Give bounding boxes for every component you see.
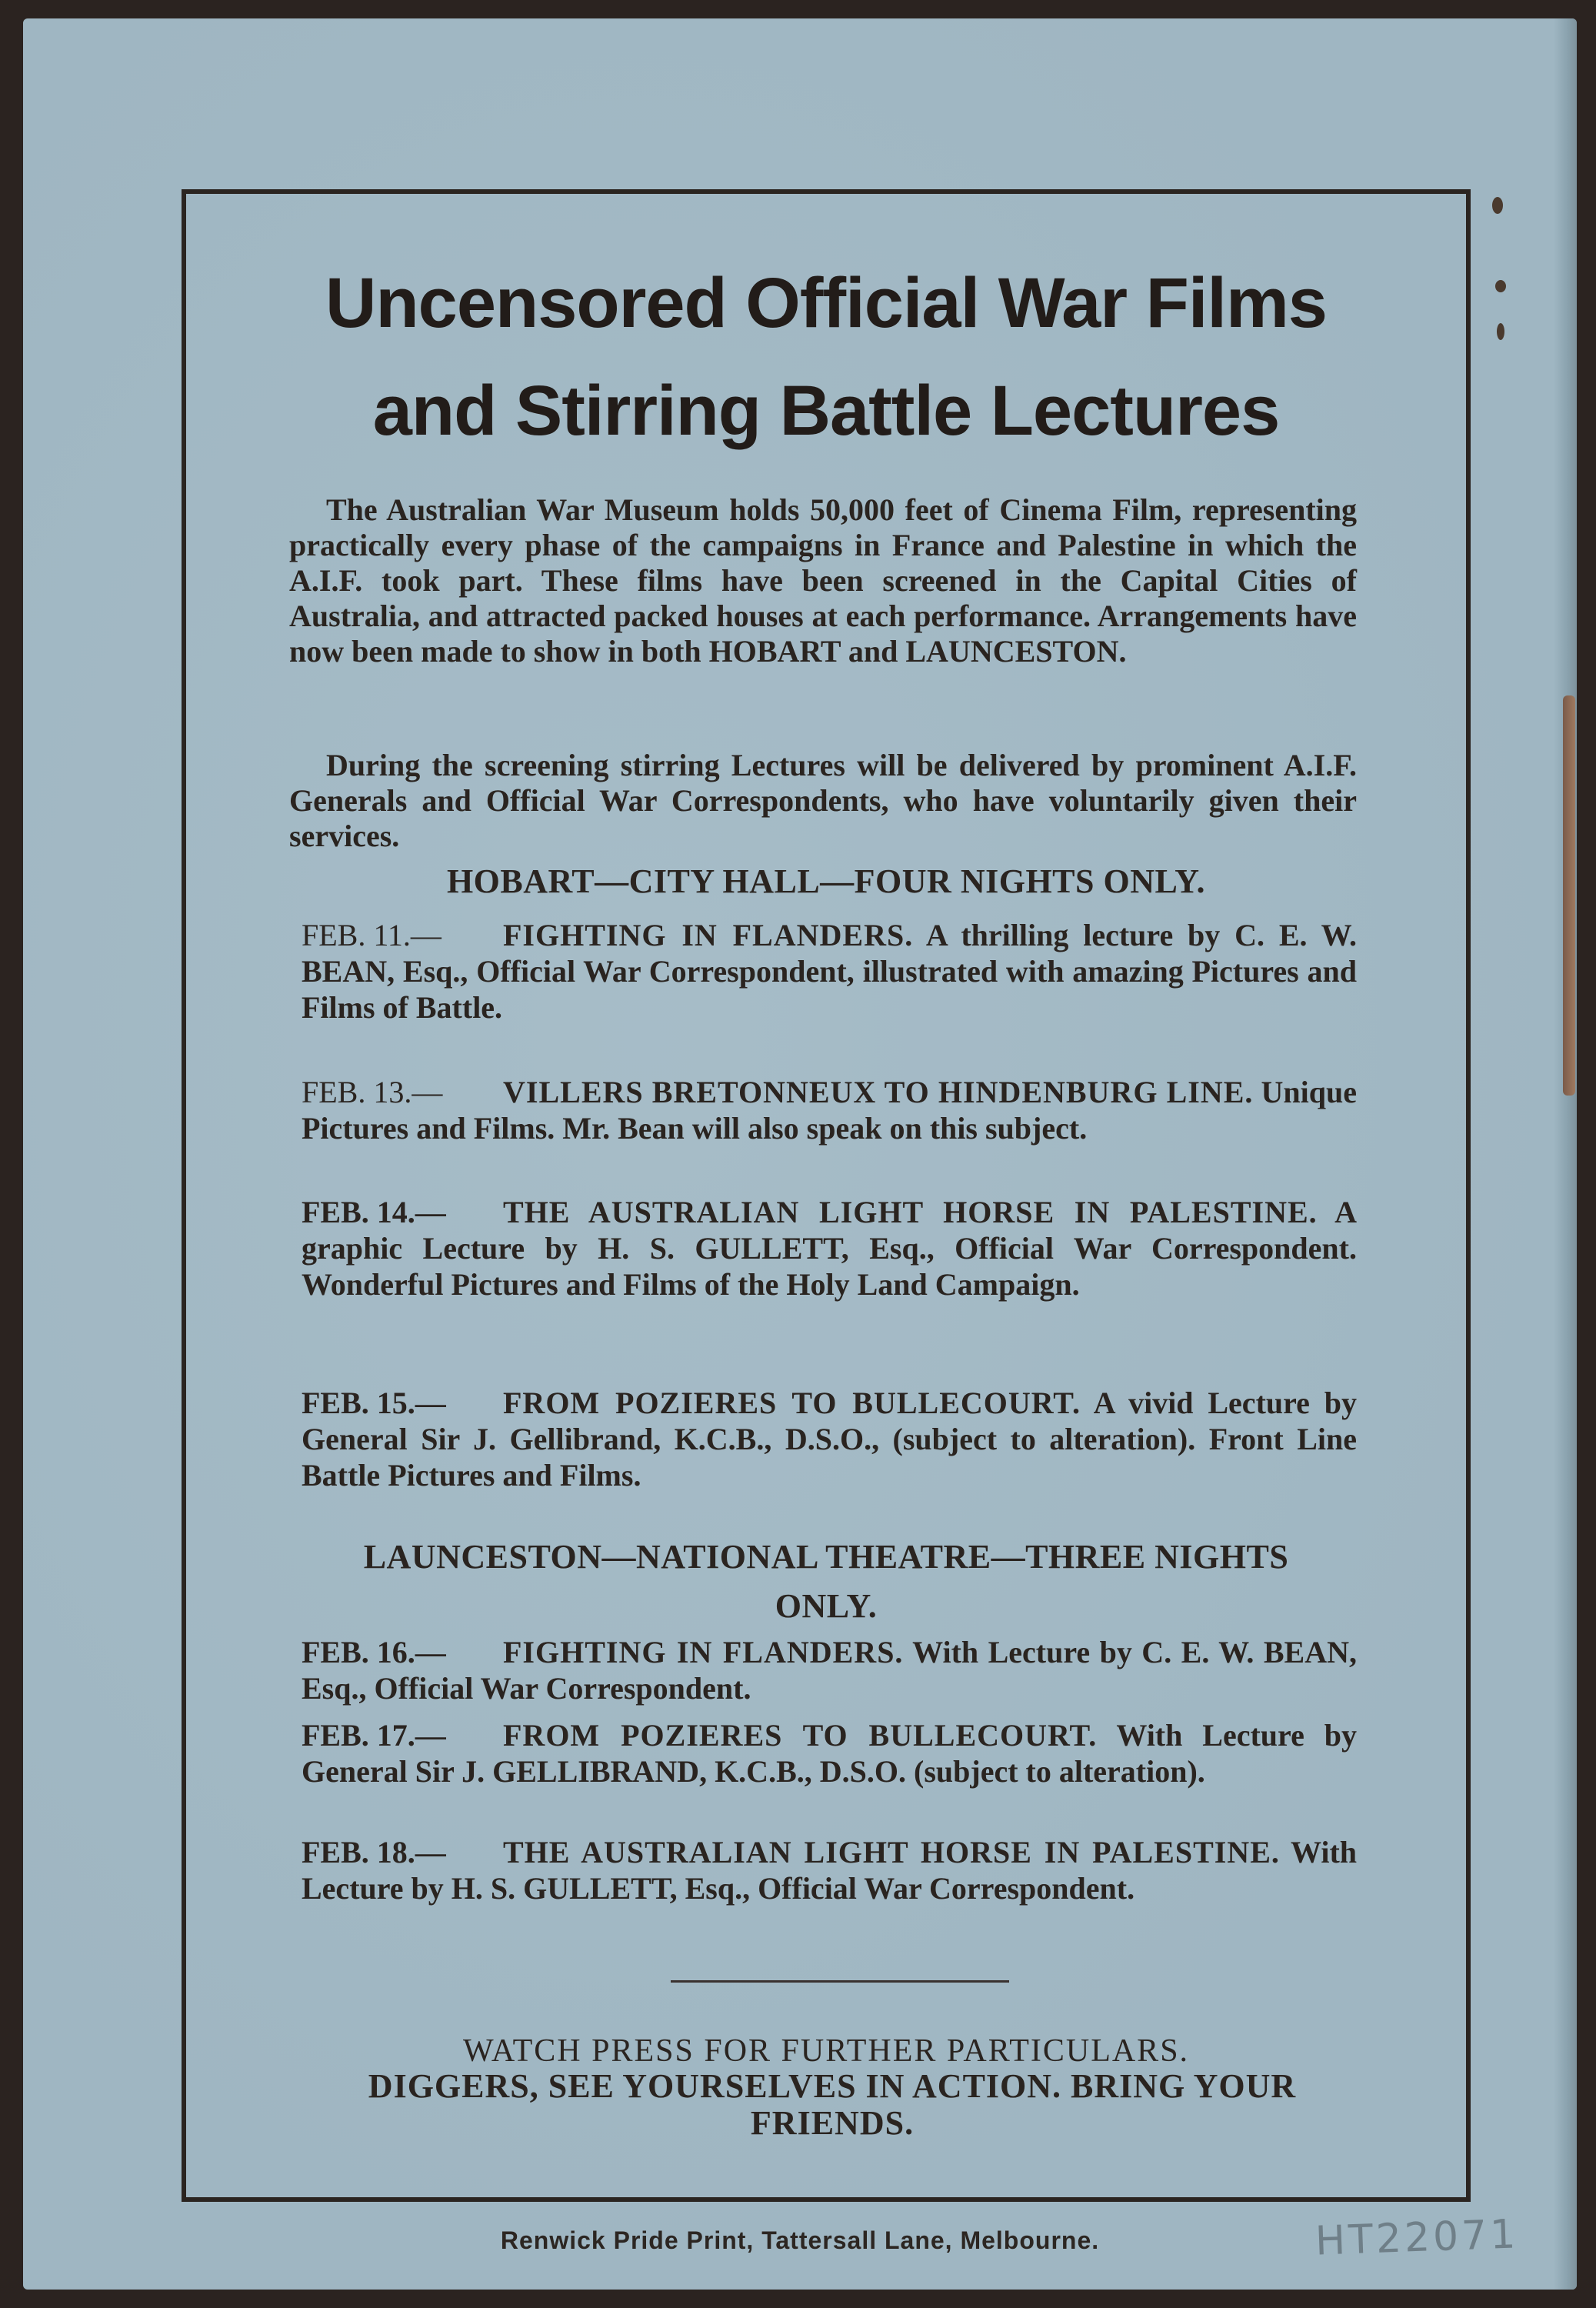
entry-text: [302, 1634, 1357, 1706]
entry-description: Unique Pictures and Films. Mr. Bean will also speak on this subject.: [302, 1075, 1357, 1146]
entry-title: FROM POZIERES TO BULLECOURT.: [503, 1718, 1098, 1753]
watch-press-notice: WATCH PRESS FOR FURTHER PARTICULARS.: [462, 2033, 1190, 2069]
entry-date: FEB. 11.—: [302, 918, 441, 952]
entry-date: FEB. 17.—: [302, 1718, 446, 1753]
entry-text: [302, 1834, 1357, 1906]
entry-title: FIGHTING IN FLANDERS.: [503, 918, 914, 952]
entry-date: FEB. 13.—: [302, 1075, 443, 1109]
entry-description: A thrilling lecture by C. E. W. BEAN, Esq., Official War Correspondent, illustrated with amazing Pictures and Films of Battle.: [302, 918, 1357, 1025]
intro-paragraph-1: The Australian War Museum holds 50,000 feet of Cinema Film, representing practically every phase of the campaigns in France and Palestine in which the A.I.F. took part. These films have been screened in the Capital Cities of Australia, and attracted packed houses at each performance. Arrangements have now been made to show in both HOBART and LAUNCESTON.: [289, 492, 1357, 669]
entry-title: VILLERS BRETONNEUX TO HINDENBURG LINE.: [503, 1075, 1254, 1109]
entry-text: [302, 1385, 1357, 1493]
stain-speck: [1495, 280, 1506, 292]
leaflet-page: [23, 18, 1577, 2290]
torn-edge: [1563, 695, 1575, 1096]
page-edge: [1554, 18, 1577, 2290]
page-title-line2: and Stirring Battle Lectures: [372, 372, 1280, 450]
entry-description: A vivid Lecture by General Sir J. Gellibrand, K.C.B., D.S.O., (subject to alteration). Front Line Battle Pictures and Films.: [302, 1386, 1357, 1493]
launceston-heading: LAUNCESTON—NATIONAL THEATRE—THREE NIGHTS ONLY.: [363, 1538, 1289, 1625]
entry-date: FEB. 16.—: [302, 1635, 446, 1669]
hobart-heading: HOBART—CITY HALL—FOUR NIGHTS ONLY.: [446, 862, 1206, 900]
diggers-callout: DIGGERS, SEE YOURSELVES IN ACTION. BRING YOUR FRIENDS.: [368, 2067, 1297, 2142]
entry-description: A graphic Lecture by H. S. GULLETT, Esq., Official War Correspondent. Wonderful Pictures and Films of the Holy Land Campaign.: [302, 1195, 1357, 1302]
entry-text: [302, 917, 1357, 1026]
intro-paragraph-2: During the screening stirring Lectures will be delivered by prominent A.I.F. Generals and Official War Correspondents, who have voluntarily given their services.: [289, 748, 1357, 853]
entry-description: With Lecture by H. S. GULLETT, Esq., Official War Correspondent.: [302, 1835, 1358, 1906]
accession-number: HT22071: [1314, 2211, 1520, 2265]
entry-date: FEB. 15.—: [302, 1386, 446, 1420]
content-border: [182, 189, 1471, 2202]
entry-title: THE AUSTRALIAN LIGHT HORSE IN PALESTINE.: [503, 1195, 1318, 1229]
stain-speck: [1492, 197, 1503, 214]
page-title-line1: Uncensored Official War Films: [325, 264, 1327, 342]
divider-rule: [671, 1980, 1009, 1983]
entry-title: FIGHTING IN FLANDERS.: [503, 1635, 904, 1669]
entry-text: [302, 1194, 1357, 1302]
entry-date: FEB. 18.—: [302, 1835, 446, 1869]
entry-title: FROM POZIERES TO BULLECOURT.: [503, 1386, 1081, 1420]
entry-text: [302, 1717, 1357, 1789]
entry-description: With Lecture by General Sir J. GELLIBRAND, K.C.B., D.S.O. (subject to alteration).: [302, 1718, 1357, 1789]
entry-date: FEB. 14.—: [302, 1195, 446, 1229]
entry-text: [302, 1074, 1357, 1146]
entry-title: THE AUSTRALIAN LIGHT HORSE IN PALESTINE.: [503, 1835, 1280, 1869]
stain-speck: [1497, 323, 1504, 340]
printer-credit: Renwick Pride Print, Tattersall Lane, Melbourne.: [500, 2226, 1100, 2254]
entry-description: With Lecture by C. E. W. BEAN, Esq., Official War Correspondent.: [302, 1635, 1357, 1706]
